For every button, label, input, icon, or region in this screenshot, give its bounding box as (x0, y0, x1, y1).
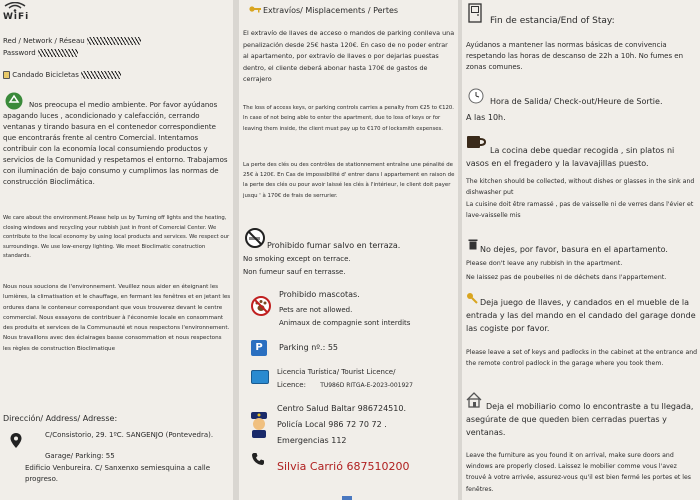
smoke-text-en: No smoking except on terrace. (243, 255, 351, 263)
kitchen-text-es: La cocina debe quedar recogida , sin platos ni vasos en el fregadero y la lavavajillas puesto. (466, 146, 675, 168)
clock-icon (468, 88, 484, 104)
location-pin-icon (10, 433, 22, 448)
licence-card-icon (251, 370, 269, 384)
keys-text-es: Deja juego de llaves, y candados en el mueble de la entrada y las del mando en el candado del garage donde las cogiste por favor. (466, 298, 696, 333)
end-of-stay-title: Fin de estancia/End of Stay: (490, 16, 615, 26)
rubbish-text-es: No dejes, por favor, basura en el apartamento. (480, 245, 668, 254)
pets-title: Prohibido mascotas. (279, 290, 360, 299)
lost-text-en: The loss of access keys, or parking controls carries a penalty from €25 to €120. In case of not being able to enter the apartment, due to loss of keys or for leaving them inside, the client must pay up to €170 of locksmith expenses. (243, 105, 454, 132)
health-center: Centro Salud Baltar 986724510. (277, 404, 406, 413)
police-icon (247, 410, 271, 438)
emergency-number: Emergencias 112 (277, 436, 347, 445)
address-title: Dirección/ Address/ Adresse: (3, 414, 118, 423)
licence-value: TU986D RITGA-E-2023-001927 (320, 382, 413, 389)
kitchen-text-en: The kitchen should be collected, without dishes or glasses in the sink and dishwasher put (466, 178, 695, 197)
pets-text-fr: Animaux de compagnie sont interdits (279, 319, 411, 327)
padlock-icon (3, 71, 10, 79)
page-rules (239, 0, 458, 500)
rubbish-text-fr: Ne laissez pas de poubelles ni de déchets dans l'appartement. (466, 273, 667, 281)
checkout-title: Hora de Salida/ Check-out/Heure de Sortie. (490, 97, 663, 106)
address-line: C/Consistorio, 29. 1ºC. SANGENJO (Pontevedra). (45, 431, 214, 439)
rubbish-text-en: Please don't leave any rubbish in the apartment. (466, 259, 623, 267)
end-of-stay-text: Ayúdanos a mantener las normas básicas de convivencia respetando las horas de descanso de 22h a 10h. No fumes en zonas comunes. (466, 41, 684, 71)
parking-number: Parking nº.: 55 (279, 343, 339, 352)
environment-text-fr: Nous nous soucions de l'environnement. Veuillez nous aider en éteignant les lumières, la climatisation et le chauffage, en fermant les fenêtres et en jetant les ordures dans le conteneur correspondant que vous trouverez devant le centre commercial. Nous essayons de contribuer à l'économie locale en consommant des produits et services de la Communauté et nous respectons l'environnement. Nous travaillons avec des éclairages basse consommation et nous respectons les règles de construction Bioclimatique (3, 284, 231, 352)
page-marker (342, 496, 352, 500)
redacted-network (87, 37, 141, 45)
key-icon (249, 4, 261, 14)
host-contact[interactable]: Silvia Carrió 687510200 (277, 460, 410, 473)
kitchen-text-fr: La cuisine doit être ramassé , pas de vaisselle ni de verres dans l'évier et lave-vaisselle mis (466, 201, 694, 220)
licence-row: Licence: TU986D RITGA-E-2023-001927 (277, 381, 413, 389)
environment-text-es: Nos preocupa el medio ambiente. Por favor ayúdanos apagando luces , acondicionado y calefacción, cerrando ventanas y tirando basura en el contenedor correspondiente que encontrarás frente al centro Comercial. Intentamos contribuir con la economía local consumiendo productos y servicios de la Comunidad y respetamos el entorno. Trabajamos con iluminación de bajo consumo y cumplimos las normas de construcción Bioclimática. (3, 101, 228, 186)
parking-icon: P (251, 340, 267, 356)
smoke-title: Prohibido fumar salvo en terraza. (267, 241, 401, 250)
environment-text-en: We care about the environment.Please help us by Turning off lights and the heating, closing windows and recycling your rubbish just in front of Comercial Center. We contribute to the local economy by using local products and services. We respect our surroundings. We use low-energy lighting. We meet Bioclimatic construction standards. (3, 215, 230, 260)
page-end-of-stay (462, 0, 700, 500)
checkout-time: A las 10h. (466, 113, 506, 122)
garage-label: Garage/ Parking: 55 (45, 452, 115, 460)
no-smoking-icon (245, 228, 265, 248)
local-police: Policía Local 986 72 70 72 . (277, 420, 387, 429)
no-pets-icon (251, 296, 271, 316)
lost-text-es: El extravío de llaves de acceso o mandos de parking conlleva una penalización desde 25€ hasta 120€. En caso de no poder entrar al apartamento, por extravío de llaves o por dejarlas puestas dentro, el cliente deberá abonar hasta 170€ de gastos de cerrajero (243, 29, 455, 83)
padlock-row: Candado Bicicletas (3, 70, 121, 81)
furniture-text-en: Leave the furniture as you found it on arrival, make sure doors and windows are properly closed. Laissez le mobilier comme vous l'avez trouvé à votre arrivée, assurez-vous qu'il est bien fermé les portes et les fenêtres. (466, 452, 692, 493)
password-row: Password (3, 48, 78, 59)
keys-text-en: Please leave a set of keys and padlocks in the cabinet at the entrance and the remote control padlock in the garage where you took them. (466, 349, 698, 368)
lost-text-fr: La perte des clés ou des contrôles de stationnement entraîne une pénalité de 25€ à 120€. En Cas de impossibilité d' entrer dans l appartement en raison de la perte des clés ou pour avoir laissé les clés à l'intérieur, le client doit payer jusqu ' à 170€ de frais de serrurier. (243, 162, 455, 199)
page-wifi-environment: WiFi Red / Network / Réseau Password Candado Bicicletas Nos preocupa el medio ambiente. Por favor ayúdanos apagando luces , acondicionado y calefacción, cerrando ventanas y tirando basura en el contenedor correspondiente que encontrarás frente al centro Comercial. Intentamos contribuir con la economía local consumiendo productos y servicios de la Comunidad y respetamos el entorno. Trabajamos con iluminación de bajo consumo y cumplimos las normas de construcción Bioclimática. We care about the environment.Please help us by Turning off lights and the heating, closing windows and recycling your rubbish just in front of Comercial Center. We contribute to the local economy by using local products and services. We respect our surroundings. We use low-energy lighting. We meet Bioclimatic construction standards. Nous nous soucions de l'environnement. Veuillez nous aider en éteignant les lumières, la climatisation et le chauffage, en fermant les fenêtres et en jetant les ordures dans le conteneur correspondant que vous trouverez devant le centre commercial. Nous essayons de contribuer à l'économie locale en consommant des produits et services de la Communauté et nous respectons l'environnement. Nous travaillons avec des éclairages basse consommation et nous respectons les règles de construction Bioclimatique Dirección/ Address/ Adresse: C/Consistorio, 29. 1ºC. SANGENJO (Pontevedra). Garage/ Parking: 55 Edificio Venbureira. C/ Sanxenxo semiesquina a calle progreso. (0, 0, 233, 500)
lost-title: Extravíos/ Misplacements / Pertes (263, 6, 399, 15)
door-icon (468, 3, 482, 23)
network-row: Red / Network / Réseau (3, 36, 141, 47)
pets-text-en: Pets are not allowed. (279, 306, 353, 314)
redacted-padlock (81, 71, 121, 79)
furniture-text-es: Deja el mobiliario como lo encontraste a tu llegada, asegúrate de que queden bien cerradas puertas y ventanas. (466, 402, 694, 437)
phone-icon (251, 452, 265, 466)
trash-icon (468, 238, 478, 250)
garage-address: Edificio Venbureira. C/ Sanxenxo semiesquina a calle progreso. (25, 464, 211, 483)
redacted-password (38, 49, 78, 57)
licence-label: Licencia Turística/ Tourist Licence/ (277, 368, 396, 376)
smoke-text-fr: Non fumeur sauf en terrasse. (243, 268, 346, 276)
